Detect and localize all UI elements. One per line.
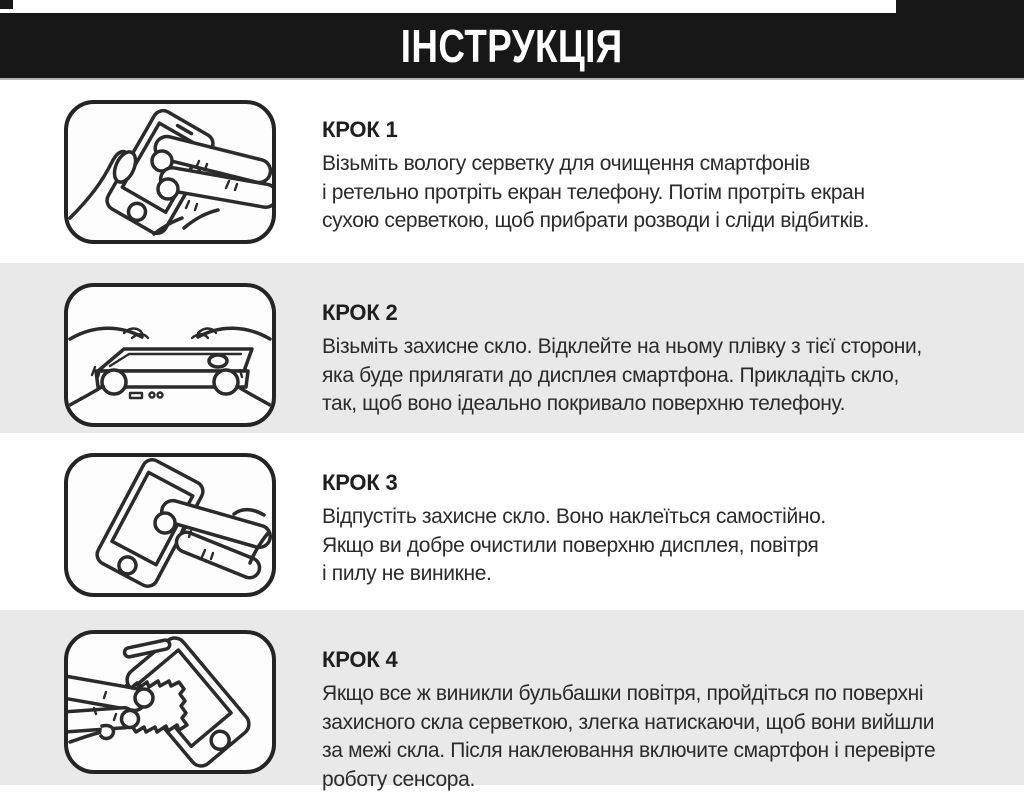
- step-2-text: [322, 263, 922, 419]
- step-1-line-3: сухою серветкою, щоб прибрати розводи і сліди відбитків.: [322, 209, 870, 232]
- step-1-line-1: Візьміть вологу серветку для очищення смартфонів: [322, 152, 810, 175]
- step-2-title: КРОК 2: [322, 300, 398, 325]
- step-1-section: [0, 80, 1024, 263]
- step-4-line-2: захисного скла серветкою, злегка натискаючи, щоб вони вийшли: [322, 710, 935, 734]
- step-4-title: КРОК 4: [322, 647, 398, 672]
- step-4-line-1: Якщо все ж виникли бульбашки повітря, пройдіться по поверхні: [322, 682, 924, 705]
- step-3-illustration: [64, 453, 276, 597]
- step-1-text: [322, 80, 869, 236]
- step-3-text: [322, 433, 826, 589]
- step-4-illustration: [64, 630, 276, 774]
- step-2-line-1: Візьміть захисне скло. Відклейте на ньому плівку з тієї сторони,: [322, 335, 922, 358]
- top-right-black-mark: [896, 0, 1024, 13]
- step-3-line-2: Якщо ви добре очистили поверхню дисплея, повітря: [322, 533, 819, 557]
- step-2-section: [0, 263, 1024, 433]
- step-4-line-3: за межі скла. Після наклеювання включите смартфон і перевірте: [322, 739, 936, 762]
- apply-glass-icon: [68, 287, 272, 423]
- step-3-title: КРОК 3: [322, 470, 398, 495]
- top-left-black-mark: [0, 0, 13, 9]
- wipe-screen-icon: [68, 104, 272, 240]
- step-4-text: [322, 610, 935, 794]
- press-screen-icon: [68, 457, 272, 593]
- smooth-bubbles-icon: [68, 634, 272, 770]
- step-4-line-4: роботу сенсора.: [322, 767, 475, 791]
- step-4-section: [0, 610, 1024, 791]
- page-title: ІНСТРУКЦІЯ: [401, 19, 623, 72]
- step-3-section: [0, 433, 1024, 610]
- step-1-illustration: [64, 100, 276, 244]
- step-3-line-3: і пилу не виникне.: [322, 562, 492, 585]
- step-2-line-3: так, щоб воно ідеально покривало поверхню телефону.: [322, 392, 846, 415]
- step-2-line-2: яка буде прилягати до дисплея смартфона. Прикладіть скло,: [322, 363, 899, 387]
- step-1-title: КРОК 1: [322, 117, 398, 142]
- step-2-illustration: [64, 283, 276, 427]
- header-banner: [0, 13, 1024, 80]
- step-1-line-2: і ретельно протріть екран телефону. Потім протріть екран: [322, 180, 865, 204]
- step-3-line-1: Відпустіть захисне скло. Воно наклеїться самостійно.: [322, 505, 826, 528]
- top-white-strip: [0, 0, 1024, 13]
